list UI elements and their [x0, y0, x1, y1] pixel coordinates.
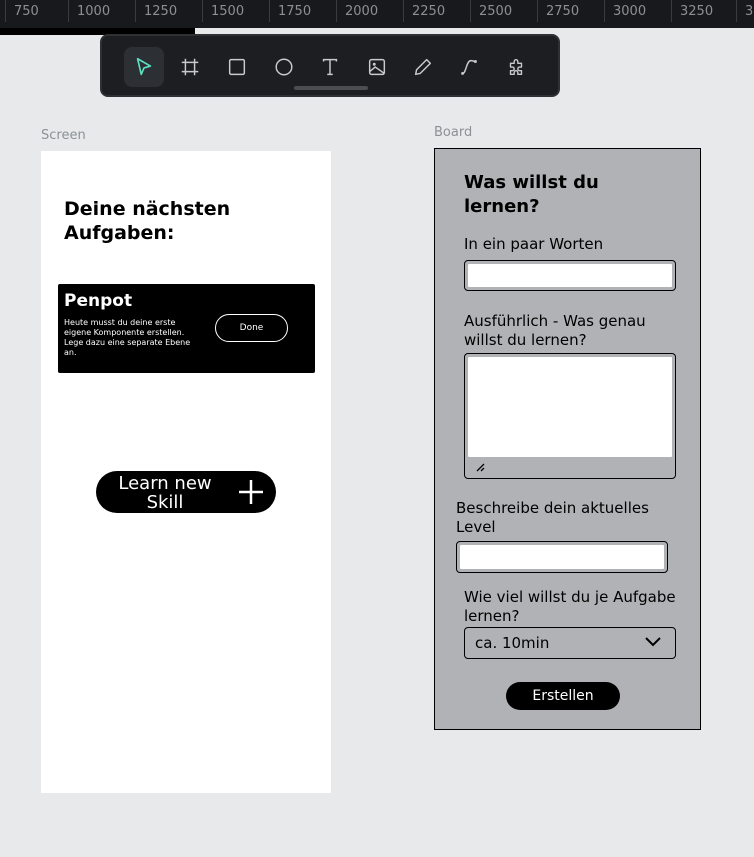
task-card[interactable] — [58, 284, 315, 373]
time-per-task-value: ca. 10min — [475, 634, 550, 652]
rectangle-tool-button[interactable] — [217, 47, 257, 87]
image-icon — [366, 56, 388, 78]
chevron-down-icon — [645, 637, 661, 647]
board-frame[interactable] — [434, 148, 701, 730]
path-tool-button[interactable] — [449, 47, 489, 87]
ruler-tick: 1500 — [211, 4, 245, 19]
ruler-tick: 1750 — [278, 4, 312, 19]
screen-frame-label[interactable]: Screen — [41, 128, 86, 143]
text-tool-button[interactable] — [310, 47, 350, 87]
pencil-tool-button[interactable] — [403, 47, 443, 87]
puzzle-icon — [505, 56, 527, 78]
level-field[interactable] — [456, 541, 668, 573]
ruler-tick: 3000 — [613, 4, 647, 19]
done-button[interactable]: Done — [215, 314, 288, 342]
learn-new-skill-label: Learn new Skill — [118, 473, 212, 513]
text-icon — [319, 56, 341, 78]
short-description-label: In ein paar Worten — [464, 235, 604, 253]
board-tool-button[interactable] — [170, 47, 210, 87]
ellipse-tool-button[interactable] — [264, 47, 304, 87]
ruler-tick: 3 — [745, 4, 754, 19]
time-per-task-select[interactable] — [464, 627, 676, 659]
learn-new-skill-button[interactable] — [96, 471, 276, 513]
ruler-tick: 1000 — [77, 4, 111, 19]
ellipse-icon — [273, 56, 295, 78]
rectangle-icon — [226, 56, 248, 78]
horizontal-ruler — [0, 0, 754, 28]
short-description-field[interactable] — [464, 260, 676, 291]
plus-icon — [238, 479, 264, 505]
path-curve-icon — [458, 56, 480, 78]
task-card-title: Penpot — [64, 291, 133, 311]
board-title: Was willst du lernen? — [464, 172, 599, 217]
short-description-input[interactable] — [468, 264, 672, 287]
pencil-icon — [412, 56, 434, 78]
long-description-label: Ausführlich - Was genau willst du lernen? — [464, 312, 646, 349]
level-label: Beschreibe dein aktuelles Level — [456, 499, 649, 536]
drawing-toolbar — [100, 34, 560, 97]
board-frame-label[interactable]: Board — [434, 125, 473, 140]
time-per-task-label: Wie viel willst du je Aufgabe lernen? — [464, 588, 676, 625]
create-button[interactable]: Erstellen — [506, 682, 620, 710]
screen-frame[interactable] — [41, 151, 331, 793]
ruler-tick: 1250 — [144, 4, 178, 19]
toolbar-drag-handle[interactable] — [294, 86, 368, 90]
ruler-tick: 3250 — [680, 4, 714, 19]
ruler-tick: 2000 — [345, 4, 379, 19]
ruler-tick: 2750 — [546, 4, 580, 19]
screen-title: Deine nächsten Aufgaben: — [64, 198, 231, 244]
move-tool-button[interactable] — [124, 47, 164, 87]
level-input[interactable] — [460, 545, 664, 569]
long-description-field[interactable] — [464, 353, 676, 479]
image-tool-button[interactable] — [357, 47, 397, 87]
board-frame-icon — [179, 56, 201, 78]
ruler-tick: 2250 — [412, 4, 446, 19]
task-card-text: Heute musst du deine erste eigene Komponente erstellen. Lege dazu eine separate Ebene an. — [64, 318, 191, 357]
ruler-tick: 750 — [14, 4, 39, 19]
cursor-arrow-icon — [133, 56, 155, 78]
long-description-textarea[interactable] — [468, 357, 672, 457]
ruler-tick: 2500 — [479, 4, 513, 19]
plugins-tool-button[interactable] — [496, 47, 536, 87]
resize-handle-icon[interactable] — [475, 462, 485, 472]
